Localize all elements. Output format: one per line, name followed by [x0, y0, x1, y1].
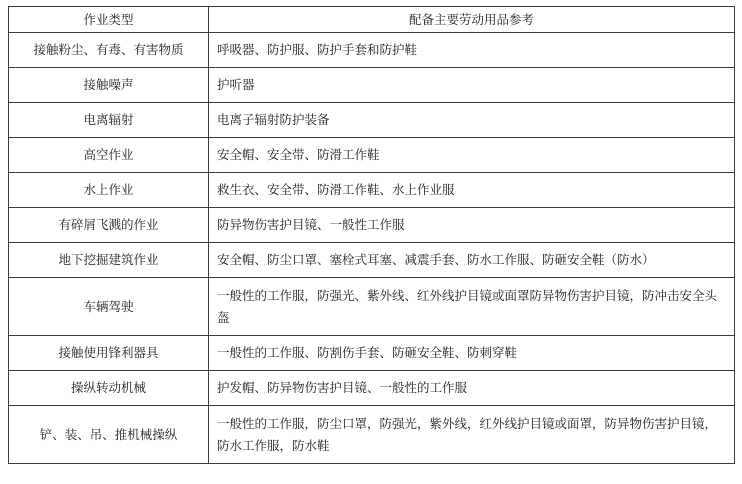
work-type-cell: 接触粉尘、有毒、有害物质 [9, 33, 209, 68]
table-row [9, 336, 735, 371]
work-type-cell: 铲、装、吊、推机械操纵 [9, 406, 209, 464]
work-type-cell: 接触噪声 [9, 68, 209, 103]
ppe-reference-sheet [8, 6, 734, 478]
equipment-cell: 护发帽、防异物伤害护目镜、一般性的工作服 [209, 371, 735, 406]
table-row [9, 68, 735, 103]
header-equipment: 配备主要劳动用品参考 [209, 7, 735, 33]
equipment-cell: 一般性的工作服，防强光、紫外线、红外线护目镜或面罩防异物伤害护目镜，防冲击安全头盔 [209, 278, 735, 336]
table-row [9, 103, 735, 138]
equipment-cell: 防异物伤害护目镜、一般性工作服 [209, 208, 735, 243]
table-row [9, 33, 735, 68]
ppe-table [8, 6, 735, 464]
table-row [9, 406, 735, 464]
equipment-cell: 电离子辐射防护装备 [209, 103, 735, 138]
table-row [9, 173, 735, 208]
work-type-cell: 有碎屑飞溅的作业 [9, 208, 209, 243]
equipment-cell: 一般性的工作服、防割伤手套、防砸安全鞋、防刺穿鞋 [209, 336, 735, 371]
work-type-cell: 车辆驾驶 [9, 278, 209, 336]
table-header-row [9, 7, 735, 33]
table-row [9, 278, 735, 336]
work-type-cell: 接触使用锋利器具 [9, 336, 209, 371]
equipment-cell: 安全帽、防尘口罩、塞栓式耳塞、减震手套、防水工作服、防砸安全鞋（防水） [209, 243, 735, 278]
equipment-cell: 救生衣、安全带、防滑工作鞋、水上作业服 [209, 173, 735, 208]
table-row [9, 371, 735, 406]
table-row [9, 243, 735, 278]
equipment-cell: 护听器 [209, 68, 735, 103]
table-row [9, 208, 735, 243]
table-row [9, 138, 735, 173]
work-type-cell: 水上作业 [9, 173, 209, 208]
equipment-cell: 呼吸器、防护服、防护手套和防护鞋 [209, 33, 735, 68]
header-work-type: 作业类型 [9, 7, 209, 33]
equipment-cell: 一般性的工作服，防尘口罩，防强光，紫外线，红外线护目镜或面罩，防异物伤害护目镜，防水工作服，防水鞋 [209, 406, 735, 464]
work-type-cell: 操纵转动机械 [9, 371, 209, 406]
work-type-cell: 电离辐射 [9, 103, 209, 138]
work-type-cell: 地下挖掘建筑作业 [9, 243, 209, 278]
work-type-cell: 高空作业 [9, 138, 209, 173]
equipment-cell: 安全帽、安全带、防滑工作鞋 [209, 138, 735, 173]
